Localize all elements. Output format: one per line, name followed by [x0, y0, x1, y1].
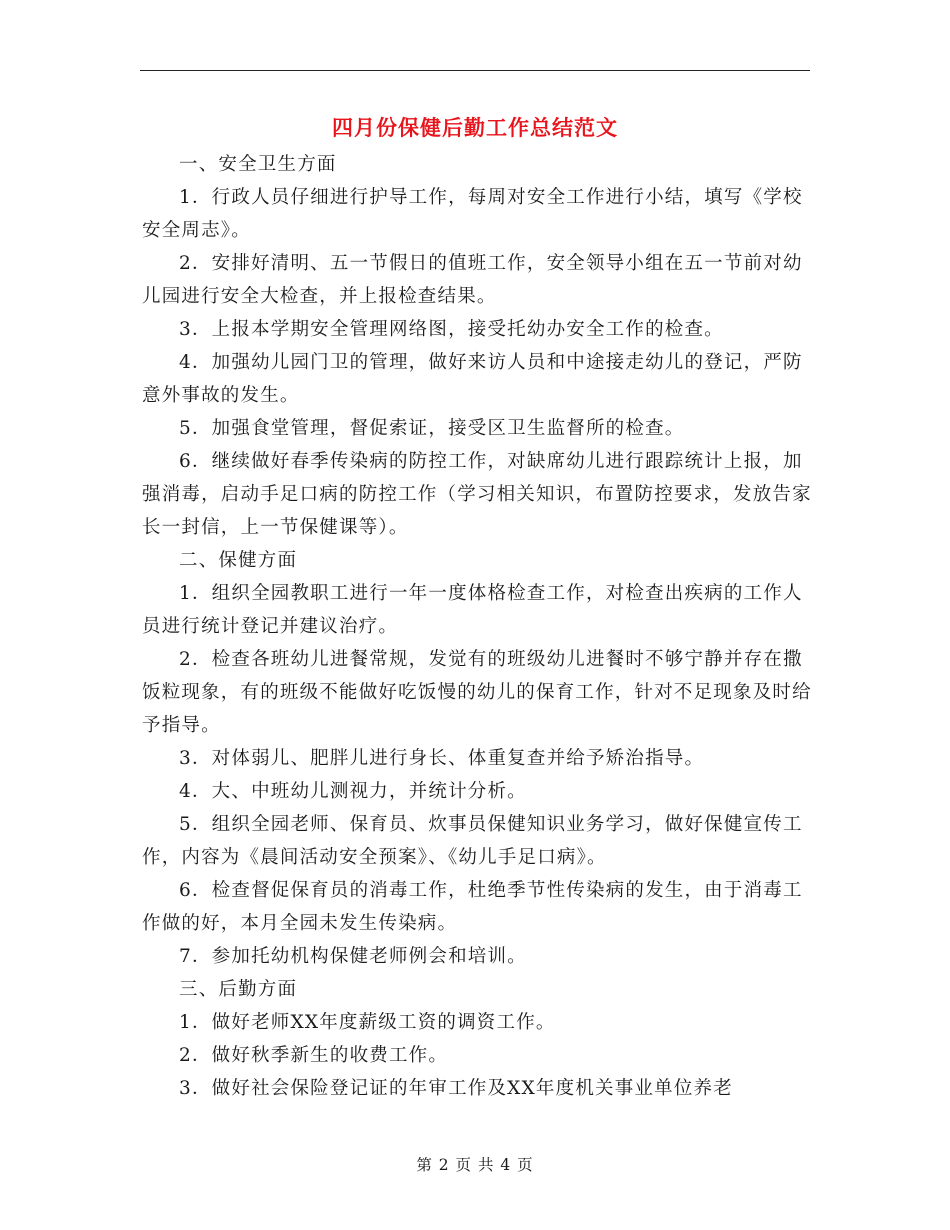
paragraph: 1．做好老师XX年度薪级工资的调资工作。	[179, 1012, 556, 1033]
document-title: 四月份保健后勤工作总结范文	[332, 116, 618, 140]
paragraph: 5．组织全园老师、保育员、炊事员保健知识业务学习，做好保健宣传工作，内容为《晨间活动安全预案》、《幼儿手足口病》。	[142, 814, 803, 868]
paragraph: 7．参加托幼机构保健老师例会和培训。	[179, 946, 527, 967]
section-heading: 三、后勤方面	[179, 979, 298, 1000]
paragraph: 4．加强幼儿园门卫的管理，做好来访人员和中途接走幼儿的登记，严防意外事故的发生。	[142, 352, 803, 406]
paragraph: 4．大、中班幼儿测视力，并统计分析。	[179, 781, 527, 802]
section-heading: 一、安全卫生方面	[179, 154, 337, 175]
paragraph: 1．行政人员仔细进行护导工作，每周对安全工作进行小结，填写《学校安全周志》。	[142, 187, 803, 241]
paragraph: 6．继续做好春季传染病的防控工作，对缺席幼儿进行跟踪统计上报，加强消毒，启动手足口病的防控工作（学习相关知识，布置防控要求，发放告家长一封信，上一节保健课等）。	[142, 451, 812, 538]
header-rule	[140, 70, 810, 71]
paragraph: 2．做好秋季新生的收费工作。	[179, 1045, 449, 1066]
section-heading: 二、保健方面	[179, 550, 298, 571]
paragraph: 6．检查督促保育员的消毒工作，杜绝季节性传染病的发生，由于消毒工作做的好，本月全园未发生传染病。	[142, 880, 803, 934]
paragraph: 3．上报本学期安全管理网络图，接受托幼办安全工作的检查。	[179, 319, 724, 340]
document-body	[142, 148, 812, 1105]
paragraph: 3．做好社会保险登记证的年审工作及XX年度机关事业单位养老	[179, 1078, 733, 1099]
paragraph: 5．加强食堂管理，督促索证，接受区卫生监督所的检查。	[179, 418, 685, 439]
page-number: 第 2 页 共 4 页	[416, 1156, 534, 1174]
paragraph: 2．检查各班幼儿进餐常规，发觉有的班级幼儿进餐时不够宁静并存在撒饭粒现象，有的班级不能做好吃饭慢的幼儿的保育工作，针对不足现象及时给予指导。	[142, 649, 812, 736]
paragraph: 3．对体弱儿、肥胖儿进行身长、体重复查并给予矫治指导。	[179, 748, 705, 769]
paragraph: 2．安排好清明、五一节假日的值班工作，安全领导小组在五一节前对幼儿园进行安全大检查，并上报检查结果。	[142, 253, 803, 307]
paragraph: 1．组织全园教职工进行一年一度体格检查工作，对检查出疾病的工作人员进行统计登记并建议治疗。	[142, 583, 803, 637]
